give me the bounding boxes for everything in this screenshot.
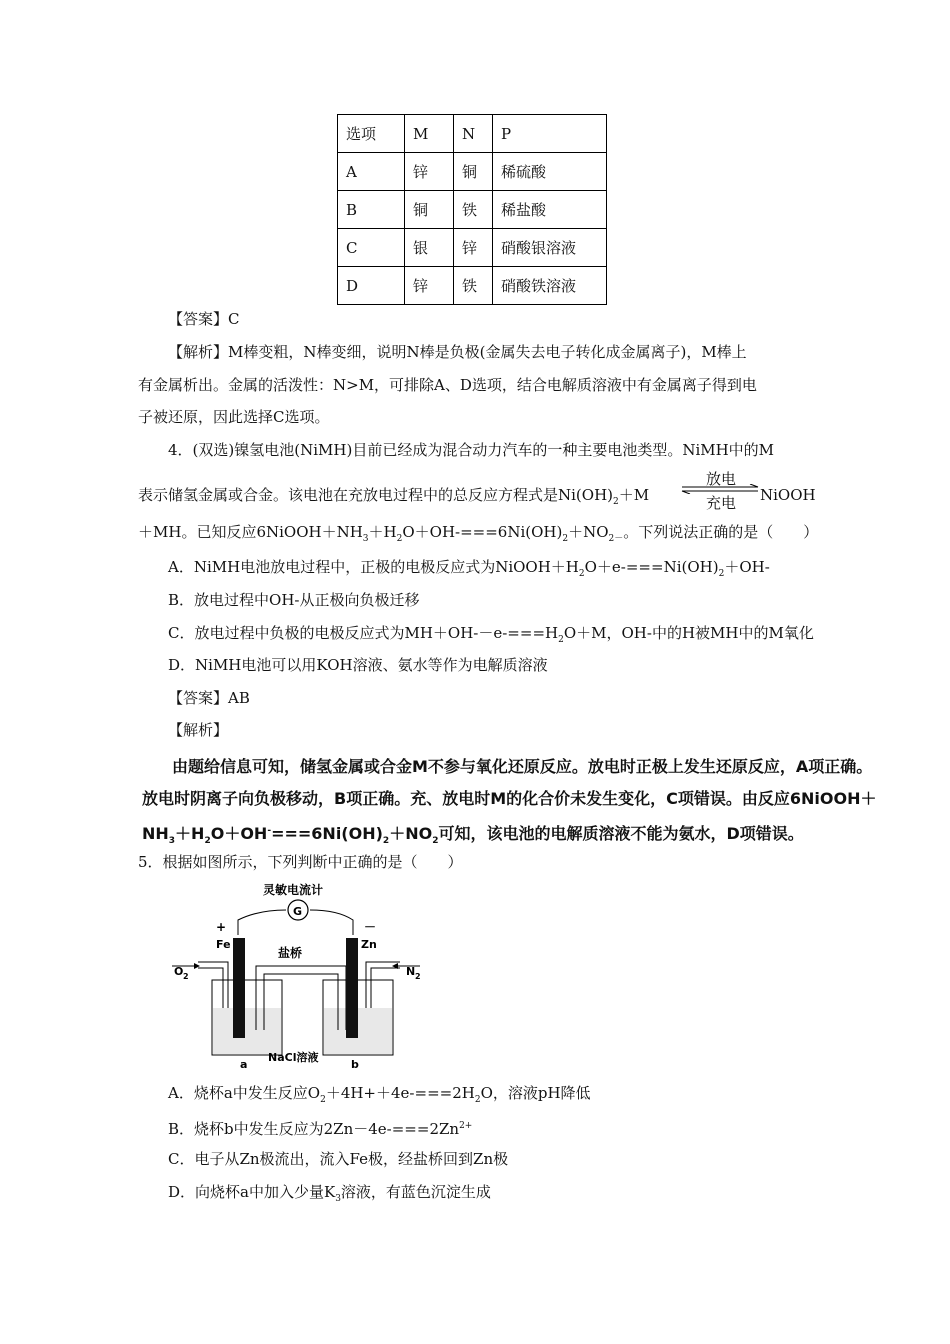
q3-analysis-line: 子被还原，因此选择C选项。 <box>138 408 330 426</box>
nacl-label: NaCl溶液 <box>268 1051 319 1064</box>
q4-analysis-line: 由题给信息可知，储氢金属或合金M不参与氧化还原反应。放电时正极上发生还原反应，A项正确。 <box>172 757 873 776</box>
beaker-a-label: a <box>240 1058 248 1070</box>
q4-stem-product: NiOOH <box>760 486 816 504</box>
table-cell: 锌 <box>454 229 493 267</box>
q4-option-b: B．放电过程中OH-从正极向负极迁移 <box>168 591 420 609</box>
o2-label: O <box>174 965 184 978</box>
table-cell: 铁 <box>454 191 493 229</box>
reversible-arrow <box>680 468 760 512</box>
q4-option-a: A．NiMH电池放电过程中，正极的电极反应式为$NiOOH+H_2O+e-===Ni(OH)_2+OH-$ <box>168 558 770 579</box>
q3-analysis-line: 【解析】M棒变粗，N棒变细，说明N棒是负极(金属失去电子转化成金属离子)，M棒上 <box>168 343 747 361</box>
galvanometer-g: G <box>293 905 303 918</box>
q4-analysis-line: $NH_3+H_2O+OH^-===6Ni(OH)_2+NO_2$可知，该电池的电解质溶液不能为氨水，D项错误。 <box>142 824 804 846</box>
arrow-label-discharge: 放电 <box>706 470 737 488</box>
n2-label: N <box>406 965 416 978</box>
q3-answer: 【答案】C <box>168 310 240 328</box>
q4-option-d: D．NiMH电池可以用KOH溶液、氨水等作为电解质溶液 <box>168 656 548 674</box>
table-cell: 铁 <box>454 267 493 305</box>
table-header-cell: N <box>454 115 493 153</box>
o2-sub: 2 <box>183 972 189 981</box>
table-cell: 硝酸铁溶液 <box>493 267 607 305</box>
table-cell: D <box>338 267 405 305</box>
table-cell: 锌 <box>405 153 454 191</box>
table-cell: A <box>338 153 405 191</box>
q4-analysis-line: 放电时阴离子向负极移动，B项正确。充、放电时M的化合价未发生变化，C项错误。由反应6NiOOH＋ <box>142 789 877 808</box>
minus-label: － <box>364 920 377 934</box>
q4-stem-line: 4．(双选)镍氢电池(NiMH)目前已经成为混合动力汽车的一种主要电池类型。NiMH中的M <box>168 441 775 459</box>
q4-option-c: C．放电过程中负极的电极反应式为$MH+OH--e-===H_2O+M$，OH-中的H被MH中的M氧化 <box>168 624 814 645</box>
table-row <box>338 153 607 191</box>
table-cell: 稀硫酸 <box>493 153 607 191</box>
q5-stem: 5．根据如图所示，下列判断中正确的是（ ） <box>138 853 463 871</box>
table-header-cell: 选项 <box>338 115 405 153</box>
fe-label: Fe <box>216 938 231 951</box>
table-header-row <box>338 115 607 153</box>
table-cell: C <box>338 229 405 267</box>
galvanic-cell-diagram <box>168 880 438 1070</box>
table-cell: 锌 <box>405 267 454 305</box>
q4-answer: 【答案】AB <box>168 689 250 707</box>
q5-option-d: D．向烧杯a中加入少量$K_3$溶液，有蓝色沉淀生成 <box>168 1183 491 1204</box>
arrow-label-charge: 充电 <box>706 494 737 512</box>
table-row <box>338 191 607 229</box>
table-cell: 稀盐酸 <box>493 191 607 229</box>
q5-option-b: B．烧杯b中发生反应为$2Zn-4e-===2Zn^{2+}$ <box>168 1120 473 1138</box>
table-cell: 铜 <box>454 153 493 191</box>
galvanometer-label: 灵敏电流计 <box>263 883 324 897</box>
table-row <box>338 267 607 305</box>
q3-analysis-line: 有金属析出。金属的活泼性：N>M，可排除A、D选项，结合电解质溶液中有金属离子得到电 <box>138 376 757 394</box>
q4-stem-line: 表示储氢金属或合金。该电池在充放电过程中的总反应方程式是$Ni(OH)_2+M$ <box>138 486 650 507</box>
table-header-cell: P <box>493 115 607 153</box>
table-cell: 银 <box>405 229 454 267</box>
table-cell: 硝酸银溶液 <box>493 229 607 267</box>
table-row <box>338 229 607 267</box>
q5-option-a: A．烧杯a中发生反应$O_2+4H++4e-===2H_2O$，溶液pH降低 <box>168 1084 591 1105</box>
galvanic-cell-figure <box>168 880 438 1070</box>
options-table <box>337 114 607 305</box>
table-header-cell: M <box>405 115 454 153</box>
q4-analysis-head: 【解析】 <box>168 721 229 739</box>
beaker-b-label: b <box>351 1058 359 1070</box>
q4-stem-line: ＋MH。已知反应$6NiOOH+NH_3+H_2O+OH-===6Ni(OH)_2+NO_{2-}$。下列说法正确的是（ ） <box>138 523 819 544</box>
table-cell: 铜 <box>405 191 454 229</box>
table-cell: B <box>338 191 405 229</box>
zn-label: Zn <box>361 938 377 951</box>
plus-label: + <box>216 920 227 934</box>
salt-bridge-label: 盐桥 <box>278 946 303 960</box>
n2-sub: 2 <box>415 972 421 981</box>
q5-option-c: C．电子从Zn极流出，流入Fe极，经盐桥回到Zn极 <box>168 1150 509 1168</box>
